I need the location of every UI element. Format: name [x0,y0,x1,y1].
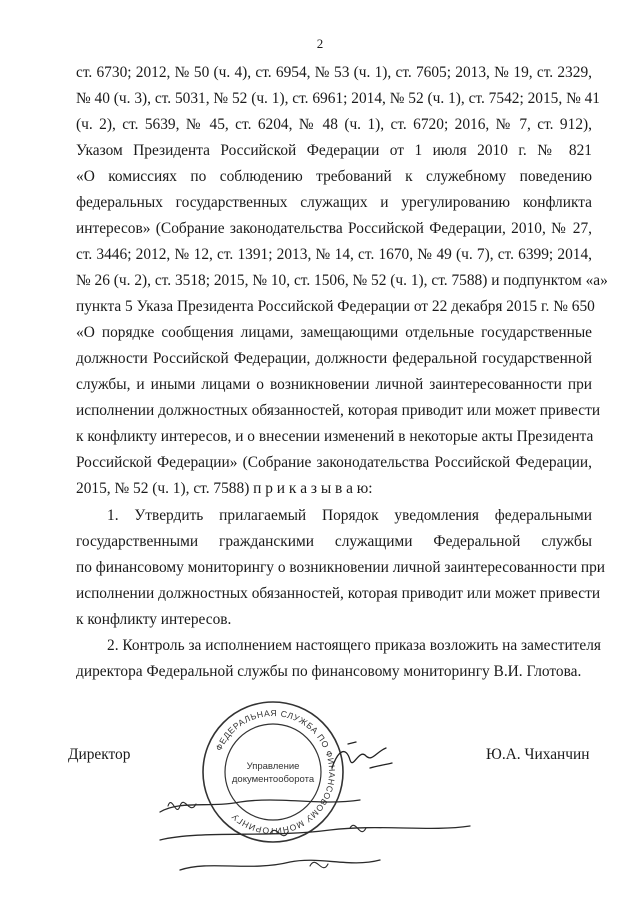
text-line: федеральных государственных служащих и урегулированию конфликта [76,194,592,211]
text-line: (ч. 2), ст. 5639, № 45, ст. 6204, № 48 (ч. 1), ст. 6720; 2016, № 7, ст. 912), [76,116,592,133]
text-line: «О комиссиях по соблюдению требований к служебному поведению [76,168,592,185]
text-line: 2. Контроль за исполнением настоящего приказа возложить на заместителя [107,637,602,654]
text-line: Указом Президента Российской Федерации от 1 июля 2010 г. № 821 [76,142,592,159]
text-line: № 26 (ч. 2), ст. 3518; 2015, № 10, ст. 1506, № 52 (ч. 1), ст. 7588) и подпунктом «а» [76,272,608,289]
text-line: исполнении должностных обязанностей, которая приводит или может привести [76,585,601,602]
stamp-ring-text: ФЕДЕРАЛЬНАЯ СЛУЖБА ПО ФИНАНСОВОМУ МОНИТОРИНГУ [213,707,338,837]
stamp-center-line-2: документооборота [231,774,315,785]
text-line: № 40 (ч. 3), ст. 5031, № 52 (ч. 1), ст. 6961; 2014, № 52 (ч. 1), ст. 7542; 2015, № 41 [76,90,600,107]
text-line: «О порядке сообщения лицами, замещающими отдельные государственные [76,324,592,341]
text-line: к конфликту интересов. [76,611,232,628]
text-line: службы, и иными лицами о возникновении личной заинтересованности при [76,376,592,393]
text-line: пункта 5 Указа Президента Российской Федерации от 22 декабря 2015 г. № 650 [76,298,595,315]
text-line: государственными гражданскими служащими Федеральной службы [76,533,592,550]
stamp-center-line-1: Управление [246,761,300,772]
handwritten-certification [150,782,480,892]
handwritten-note-text: Верно. Начальник отдела делопроизводства Кедров [150,782,172,783]
text-line: 2015, № 52 (ч. 1), ст. 7588) п р и к а з ы в а ю: [76,480,373,497]
text-line: ст. 6730; 2012, № 50 (ч. 4), ст. 6954, № 53 (ч. 1), ст. 7605; 2013, № 19, ст. 2329, [76,64,592,81]
text-line: 1. Утвердить прилагаемый Порядок уведомления федеральными [107,507,592,524]
director-signature [326,738,396,778]
text-line: по финансовому мониторингу о возникновении личной заинтересованности при [76,559,606,576]
text-line: к конфликту интересов, и о внесении изменений в некоторые акты Президента [76,428,594,445]
text-line: директора Федеральной службы по финансовому мониторингу В.И. Глотова. [76,663,582,680]
text-line: Российской Федерации» (Собрание законодательства Российской Федерации, [76,454,592,471]
text-line: должности Российской Федерации, должности федеральной государственной [76,350,592,367]
signatory-name: Ю.А. Чиханчин [486,746,590,763]
text-line: интересов» (Собрание законодательства Российской Федерации, 2010, № 27, [76,220,592,237]
page-number: 2 [316,36,324,51]
text-line: исполнении должностных обязанностей, которая приводит или может привести [76,402,601,419]
signatory-position: Директор [68,746,131,763]
text-line: ст. 3446; 2012, № 12, ст. 1391; 2013, № 14, ст. 1670, № 49 (ч. 7), ст. 6399; 2014, [76,246,592,263]
